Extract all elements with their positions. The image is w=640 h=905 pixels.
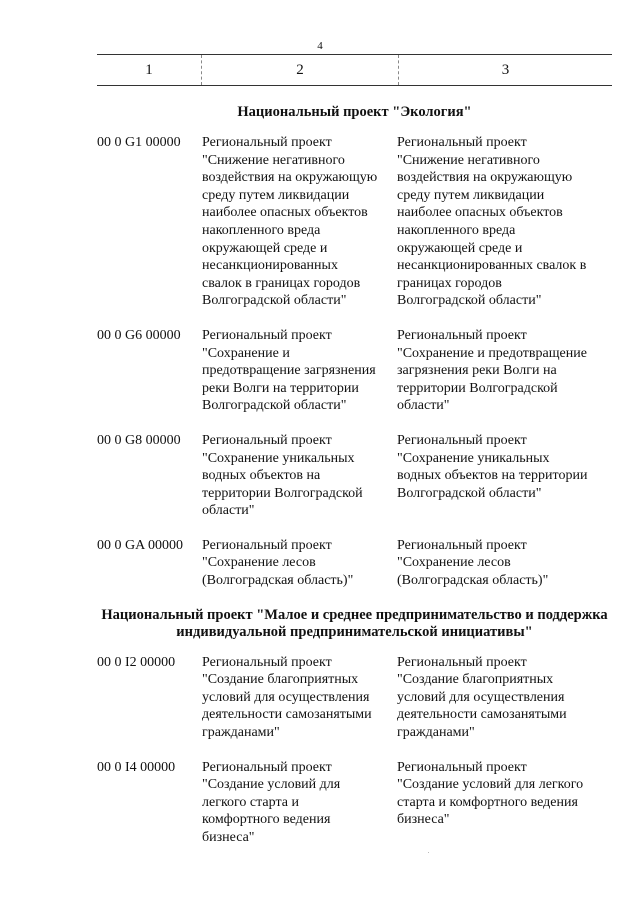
project-name-col2: Региональный проект "Сохранение и предотвращение загрязнения реки Волги на территории Волгоградской области": [202, 327, 376, 414]
column-header-1: 1: [97, 55, 202, 85]
table-row: [97, 537, 612, 590]
project-name-col3: Региональный проект "Снижение негативного воздействия на окружающую среду путем ликвидации наиболее опасных объектов накопленного вреда окружающей среде и несанкционированных свалок в границах городов Волгоградской области": [397, 135, 587, 309]
section-title-small-business: Национальный проект "Малое и среднее предпринимательство и поддержка индивидуальной предпринимательской инициативы": [101, 606, 608, 640]
column-header-3: 3: [501, 61, 510, 78]
project-code: 00 0 G1 00000: [97, 135, 181, 150]
project-name-col3: Региональный проект "Сохранение уникальных водных объектов на территории Волгоградской области": [397, 432, 588, 501]
column-header-row: [97, 54, 612, 86]
project-name-col2: Региональный проект "Сохранение лесов (Волгоградская область)": [202, 537, 354, 589]
project-code: 00 0 I4 00000: [97, 759, 176, 775]
project-code: 00 0 G6 00000: [97, 327, 181, 343]
project-name-col2: Региональный проект "Создание благоприятных условий для осуществления деятельности самозанятыми гражданами": [202, 654, 372, 741]
project-name-col2: Региональный проект "Снижение негативного воздействия на окружающую среду путем ликвидации наиболее опасных объектов накопленного вреда окружающей среде и несанкционированных свалок в границах городов Волгоградской области": [202, 135, 378, 309]
project-name-col2: Региональный проект "Создание условий для легкого старта и комфортного ведения бизнеса": [202, 759, 341, 845]
document-body: [97, 104, 612, 864]
table-row: [97, 432, 612, 520]
project-name-col3: Региональный проект "Сохранение и предотвращение загрязнения реки Волги на территории Волгоградской области": [397, 327, 587, 414]
project-code: 00 0 G8 00000: [97, 432, 181, 448]
project-name-col3: Региональный проект "Сохранение лесов (Волгоградская область)": [397, 537, 549, 589]
table-row: [97, 759, 612, 847]
table-row: [97, 654, 612, 742]
project-name-col2: Региональный проект "Сохранение уникальных водных объектов на территории Волгоградской области": [202, 432, 363, 519]
scan-speck: [428, 852, 429, 853]
table-row: [97, 134, 612, 310]
page-number: 4: [317, 40, 323, 52]
table-row: [97, 327, 612, 415]
project-code: 00 0 I2 00000: [97, 654, 176, 670]
column-header-2: 2: [202, 55, 399, 85]
project-code: 00 0 GA 00000: [97, 537, 183, 553]
project-name-col3: Региональный проект "Создание условий для легкого старта и комфортного ведения бизнеса": [397, 759, 584, 828]
section-title-ecology: Национальный проект "Экология": [237, 104, 472, 120]
project-name-col3: Региональный проект "Создание благоприятных условий для осуществления деятельности самозанятыми гражданами": [397, 654, 567, 741]
